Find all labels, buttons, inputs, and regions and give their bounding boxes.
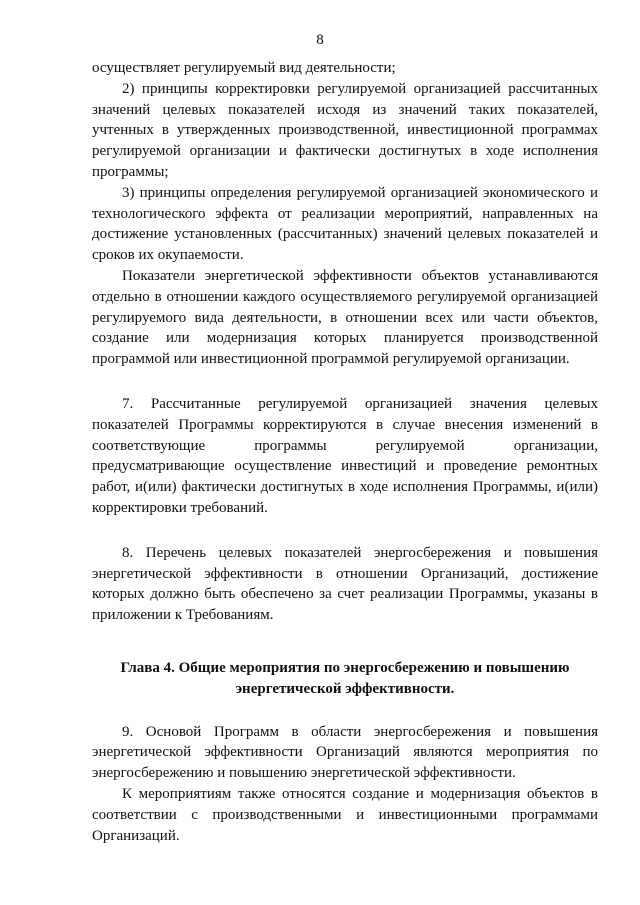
paragraph-item-3: 3) принципы определения регулируемой организацией экономического и технологического эффекта от реализации мероприятий, направленных на достижение установленных (рассчитанных) значений целевых показателей и сроков их окупаемости.	[92, 184, 598, 264]
paragraph-efficiency-indicators: Показатели энергетической эффективности объектов устанавливаются отдельно в отношении каждого осуществляемого регулируемой организацией регулируемого вида деятельности, в отношении всех или части объектов, создание или модернизация которых планируется производственной программой или инвестиционной программой регулируемой организации.	[92, 267, 598, 368]
paragraph-section-9: 9. Основой Программ в области энергосбережения и повышения энергетической эффективности Организаций являются мероприятия по энергосбережению и повышению энергетической эффективности.	[92, 723, 598, 782]
document-body	[92, 58, 598, 846]
paragraph-measures: К мероприятиям также относятся создание и модернизация объектов в соответствии с производственными и инвестиционными программами Организаций.	[92, 785, 598, 844]
paragraph-continuation: осуществляет регулируемый вид деятельности;	[92, 60, 396, 76]
chapter-heading: Глава 4. Общие мероприятия по энергосбережению и повышению энергетической эффективности.	[120, 659, 570, 697]
paragraph-section-8: 8. Перечень целевых показателей энергосбережения и повышения энергетической эффективности в отношении Организаций, достижение которых должно быть обеспечено за счет реализации Программы, указаны в приложении к Требованиям.	[92, 544, 598, 624]
page-number: 8	[316, 32, 324, 48]
paragraph-section-7: 7. Рассчитанные регулируемой организацией значения целевых показателей Программы корректируются в случае внесения изменений в соответствующие программы регулируемой организации, предусматривающие осуществление инвестиций и проведение ремонтных работ, и(или) фактически достигнутых в ходе исполнения Программы, и(или) корректировки требований.	[92, 395, 598, 516]
paragraph-item-2: 2) принципы корректировки регулируемой организацией рассчитанных значений целевых показателей исходя из значений таких показателей, учтенных в утвержденных производственной, инвестиционной программах регулируемой организации и фактически достигнутых в ходе исполнения программы;	[92, 80, 598, 180]
